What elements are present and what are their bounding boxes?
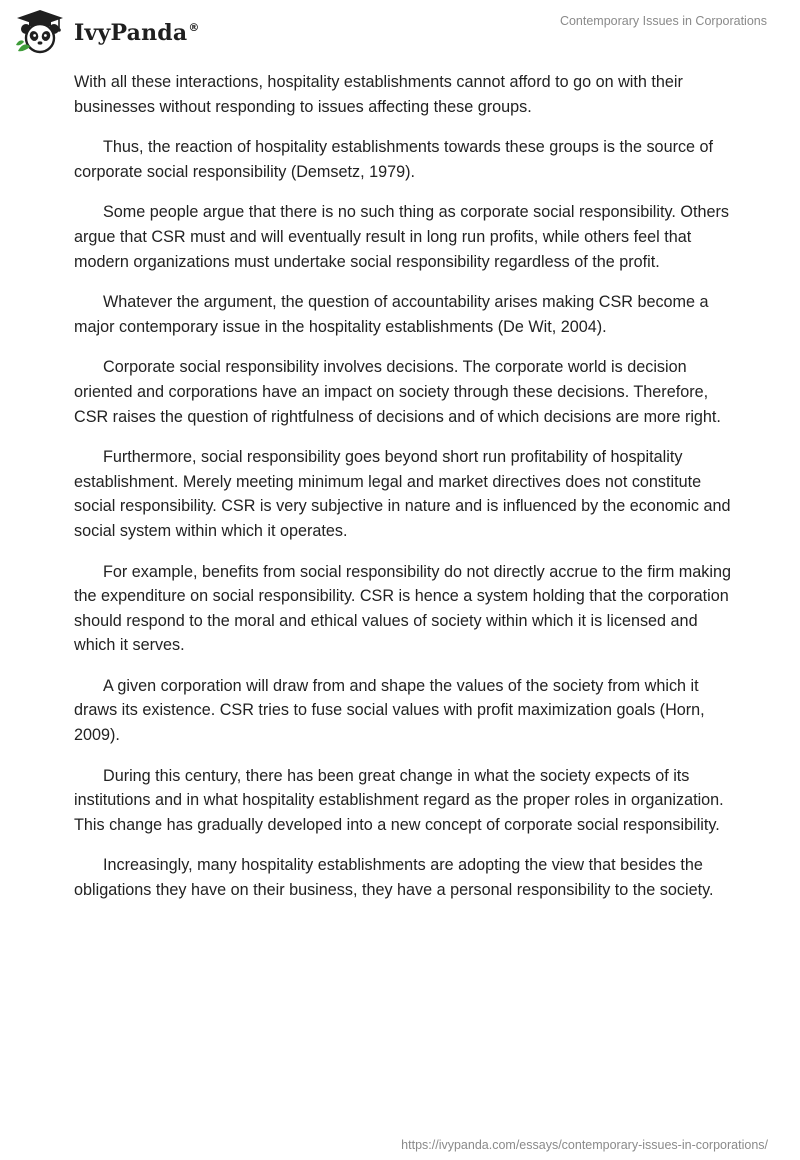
paragraph: Whatever the argument, the question of accountability arises making CSR become a major contemporary issue in the hospitality establishments (De Wit, 2004). [74,293,709,336]
brand-name [74,20,200,46]
source-url[interactable]: https://ivypanda.com/essays/contemporary-issues-in-corporations/ [401,1138,768,1152]
paragraph: Furthermore, social responsibility goes beyond short run profitability of hospitality establishment. Merely meeting minimum legal and market directives does not constitute social responsibility. CSR is very subjective in nature and is influenced by the economic and social system within which it operates. [74,448,731,540]
registered-mark: ® [188,21,200,34]
paragraph: With all these interactions, hospitality establishments cannot afford to go on with their businesses without responding to issues affecting these groups. [74,73,683,116]
page-header [0,0,800,60]
paragraph: For example, benefits from social responsibility do not directly accrue to the firm making the expenditure on social responsibility. CSR is hence a system holding that the corporation should respond to the moral and ethical values of society within which it is licensed and which it serves. [74,562,731,655]
paragraph: Increasingly, many hospitality establishments are adopting the view that besides the obligations they have on their business, they have a personal responsibility to the society. [74,856,714,900]
brand-name-text: IvyPanda [74,20,188,46]
panda-graduation-cap-icon [14,9,66,55]
paragraph: Corporate social responsibility involves decisions. The corporate world is decision oriented and corporations have an impact on society through these decisions. Therefore, CSR raises the question of rightfulness of decisions and of which decisions are more right. [74,358,721,426]
ivypanda-logo[interactable] [14,8,200,56]
document-title: Contemporary Issues in Corporations [559,14,767,28]
paragraph: Thus, the reaction of hospitality establishments towards these groups is the source of corporate social responsibility (Demsetz, 1979). [74,138,714,181]
paragraph: Some people argue that there is no such thing as corporate social responsibility. Others argue that CSR must and will eventually result in long run profits, while others feel that modern organizations must undertake social responsibility regardless of the profit. [74,203,729,271]
paragraph: A given corporation will draw from and shape the values of the society from which it draws its existence. CSR tries to fuse social values with profit maximization goals (Horn, 2009). [74,676,705,745]
paragraph: During this century, there has been great change in what the society expects of its institutions and in what hospitality establishment regard as the proper roles in organization. This change has gradually developed into a new concept of corporate social responsibility. [74,766,724,834]
essay-body [74,70,734,919]
